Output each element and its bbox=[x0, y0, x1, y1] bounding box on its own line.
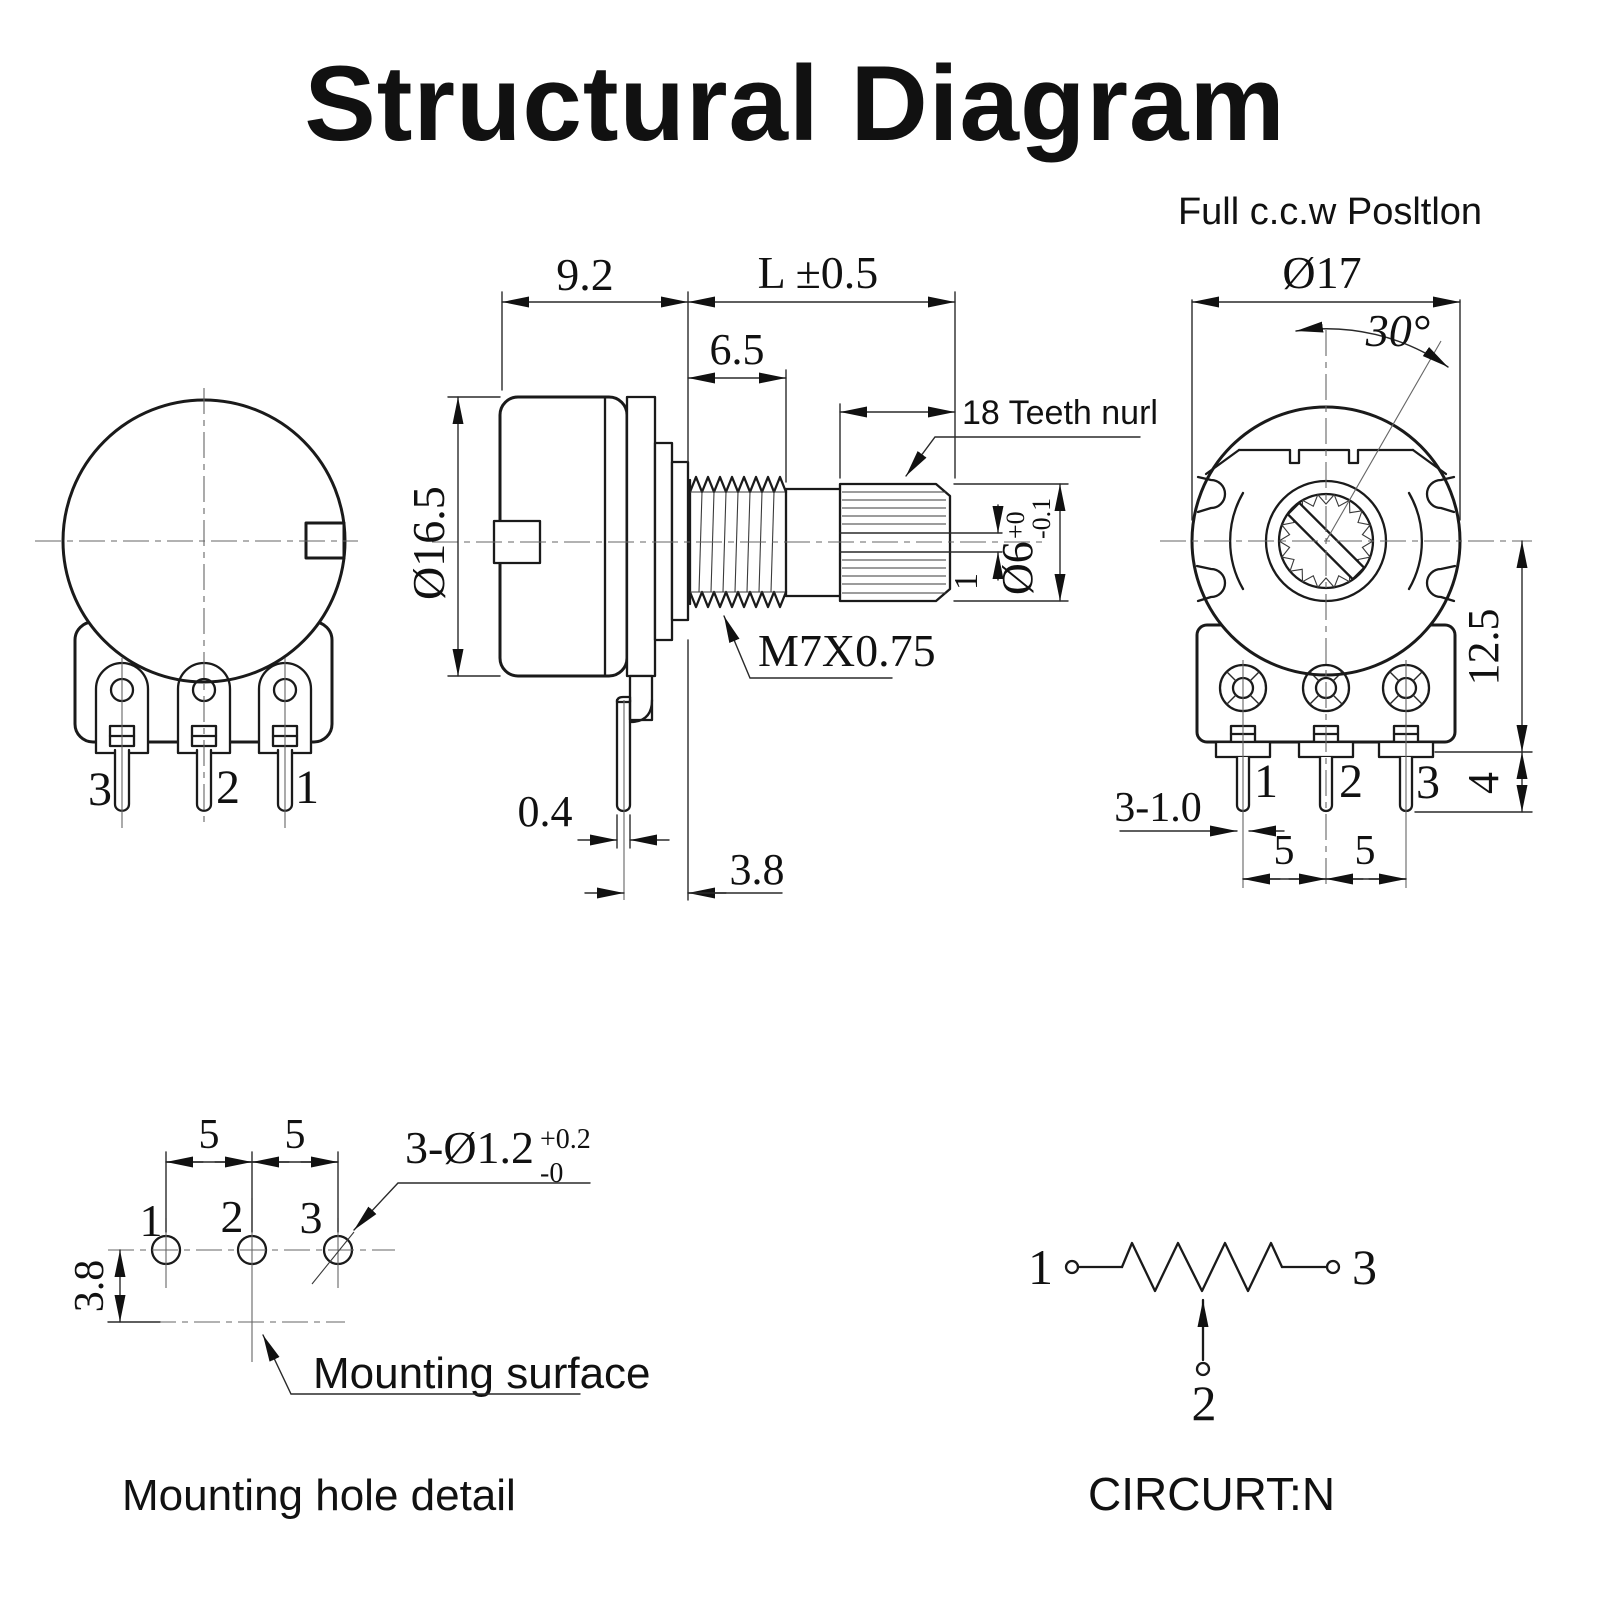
circuit-node-3 bbox=[1327, 1261, 1339, 1273]
circuit-node-1 bbox=[1066, 1261, 1078, 1273]
dim-ccw-diameter: Ø17 bbox=[1282, 247, 1362, 298]
side-terminal-pin bbox=[617, 676, 652, 811]
dim-pin-thickness: 0.4 bbox=[517, 787, 573, 836]
holes-tol-lower: -0 bbox=[540, 1158, 564, 1189]
dim-mounting-pitch-left: 5 bbox=[198, 1112, 220, 1158]
dim-mounting-offset: 3.8 bbox=[67, 1259, 113, 1313]
dim-shaft-length: L ±0.5 bbox=[757, 247, 879, 298]
label-thread: M7X0.75 bbox=[758, 625, 936, 676]
mounting-hole-label-2: 2 bbox=[220, 1191, 244, 1242]
front-pin-label-1: 1 bbox=[295, 761, 319, 814]
front-view bbox=[35, 388, 358, 828]
page-title: Structural Diagram bbox=[304, 43, 1286, 163]
mounting-hole-label-3: 3 bbox=[299, 1192, 323, 1243]
label-knurl: 18 Teeth nurl bbox=[962, 394, 1158, 432]
mounting-view bbox=[67, 1112, 651, 1520]
circuit-terminal-2: 2 bbox=[1191, 1375, 1217, 1431]
dim-height: 12.5 bbox=[1459, 608, 1508, 686]
mounting-hole-label-1: 1 bbox=[139, 1195, 163, 1246]
dim-shaft-diameter: Ø6 bbox=[993, 541, 1042, 595]
mounting-caption: Mounting hole detail bbox=[122, 1471, 516, 1520]
dim-pin-length: 4 bbox=[1459, 772, 1508, 794]
shaft-tol-lower: -0.1 bbox=[1027, 497, 1056, 539]
circuit-terminal-3: 3 bbox=[1352, 1239, 1377, 1295]
ccw-solder-eyes bbox=[1220, 665, 1429, 711]
dim-ccw-pitch-left: 5 bbox=[1273, 828, 1295, 874]
ccw-pin-label-1: 1 bbox=[1254, 755, 1278, 808]
ccw-pin-label-2: 2 bbox=[1339, 755, 1363, 808]
ccw-view bbox=[1114, 191, 1532, 888]
ccw-pins bbox=[1216, 726, 1433, 811]
dim-pin-offset: 3.8 bbox=[729, 845, 785, 894]
dim-ccw-pitch-right: 5 bbox=[1354, 828, 1376, 874]
front-pin-label-3: 3 bbox=[88, 763, 112, 816]
dim-body-diameter: Ø16.5 bbox=[403, 486, 454, 600]
circuit-resistor bbox=[1122, 1243, 1282, 1291]
circuit-terminal-1: 1 bbox=[1028, 1239, 1053, 1295]
dim-mounting-pitch-right: 5 bbox=[284, 1112, 306, 1158]
label-holes: 3-Ø1.2 bbox=[405, 1122, 535, 1173]
dim-body-width: 9.2 bbox=[556, 249, 614, 300]
holes-tol-upper: +0.2 bbox=[540, 1124, 591, 1155]
circuit-view bbox=[1028, 1239, 1377, 1520]
dim-pin-width: 3-1.0 bbox=[1114, 785, 1202, 831]
dim-slot-width: 1 bbox=[948, 573, 985, 590]
ccw-pin-label-3: 3 bbox=[1416, 756, 1440, 809]
label-mounting-surface: Mounting surface bbox=[313, 1349, 651, 1398]
dim-angle: 30° bbox=[1365, 305, 1431, 356]
side-view bbox=[403, 247, 1158, 900]
circuit-caption: CIRCURT:N bbox=[1088, 1468, 1336, 1520]
dim-bushing-length: 6.5 bbox=[709, 325, 765, 374]
front-pin-label-2: 2 bbox=[216, 761, 240, 814]
ccw-title: Full c.c.w Posltlon bbox=[1177, 191, 1483, 233]
circuit-node-2 bbox=[1197, 1363, 1209, 1375]
shaft-tol-upper: +0 bbox=[1001, 511, 1030, 539]
